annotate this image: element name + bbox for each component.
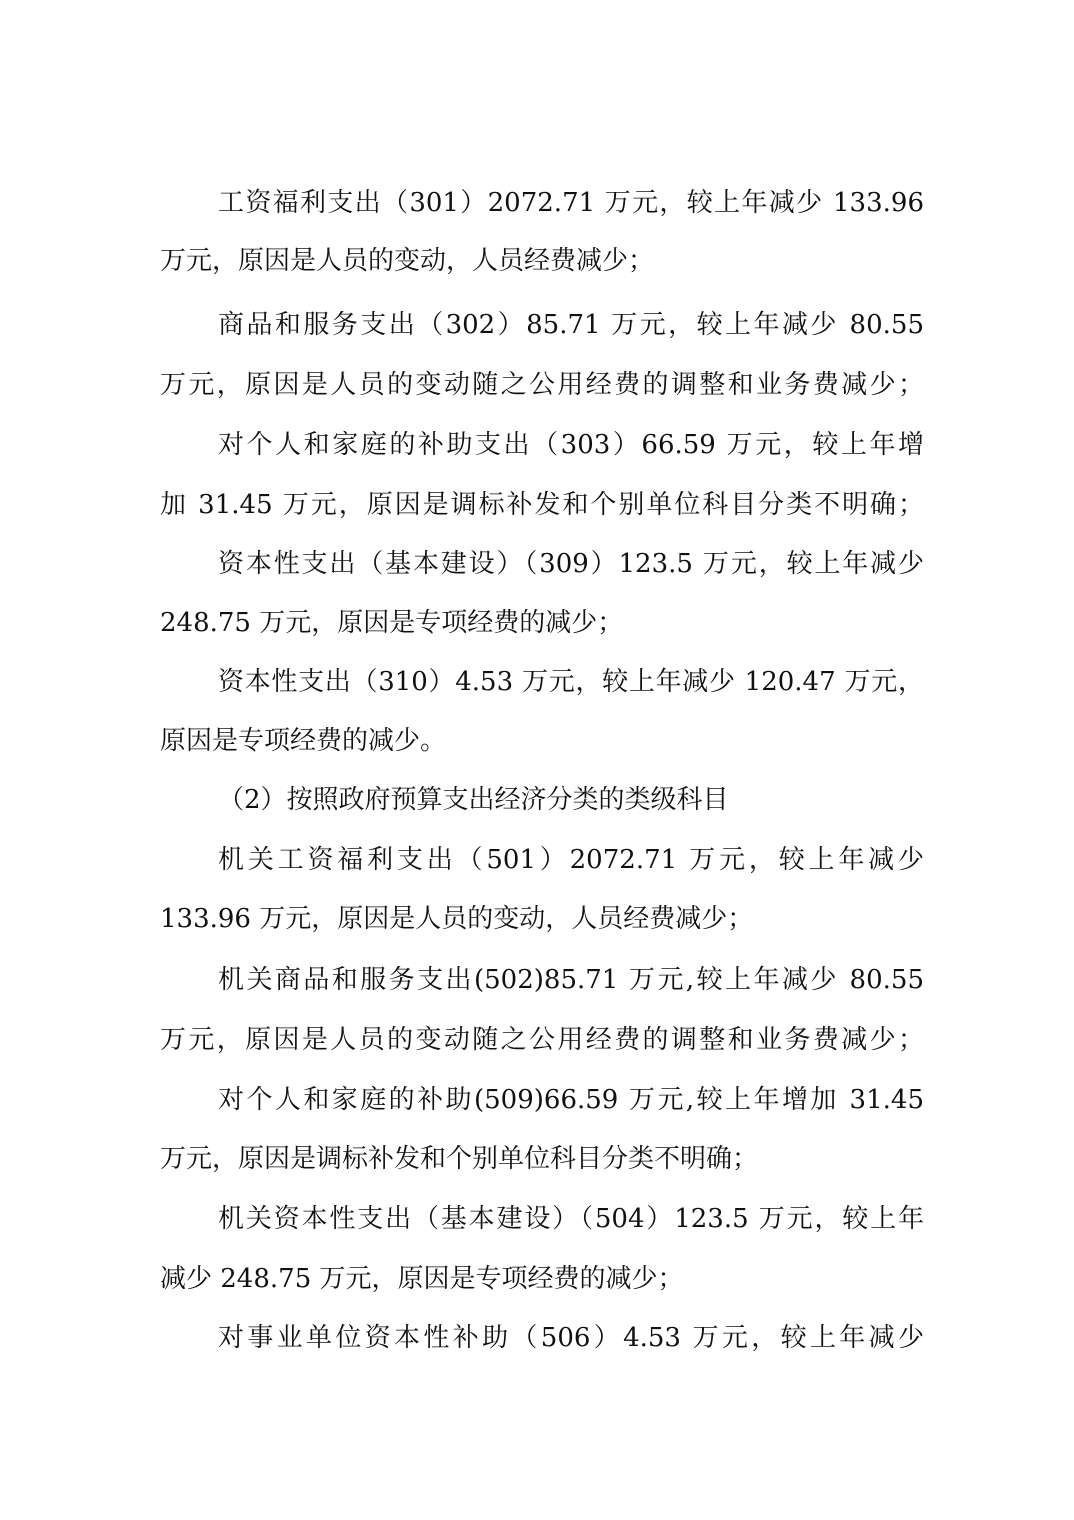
paragraph-line: 对个人和家庭的补助支出（303）66.59 万元，较上年增 (218, 430, 924, 460)
paragraph-line: 资本性支出（基本建设）（309）123.5 万元，较上年减少 (218, 549, 924, 579)
paragraph-line: 原因是专项经费的减少。 (160, 726, 447, 756)
paragraph-line: 对个人和家庭的补助(509)66.59 万元,较上年增加 31.45 (218, 1085, 924, 1115)
paragraph-line: 工资福利支出（301）2072.71 万元，较上年减少 133.96 (218, 188, 924, 218)
paragraph-line: 万元，原因是人员的变动随之公用经费的调整和业务费减少； (160, 1025, 924, 1055)
paragraph-line: 对事业单位资本性补助（506）4.53 万元，较上年减少 (218, 1323, 924, 1353)
paragraph-line: 机关资本性支出（基本建设）（504）123.5 万元，较上年 (218, 1204, 924, 1234)
paragraph-line: 万元，原因是调标补发和个别单位科目分类不明确； (160, 1144, 759, 1174)
paragraph-line: 资本性支出（310）4.53 万元，较上年减少 120.47 万元， (218, 667, 924, 697)
paragraph-line: 减少 248.75 万元，原因是专项经费的减少； (160, 1264, 684, 1294)
paragraph-line: 加 31.45 万元，原因是调标补发和个别单位科目分类不明确； (160, 490, 924, 520)
paragraph-line: 机关工资福利支出（501）2072.71 万元，较上年减少 (218, 845, 924, 875)
paragraph-line: 万元，原因是人员的变动，人员经费减少； (160, 246, 655, 276)
paragraph-line: 商品和服务支出（302）85.71 万元，较上年减少 80.55 (218, 310, 924, 340)
paragraph-line: 248.75 万元，原因是专项经费的减少； (160, 608, 624, 638)
paragraph-line: 133.96 万元，原因是人员的变动，人员经费减少； (160, 904, 754, 934)
paragraph-line: 机关商品和服务支出(502)85.71 万元,较上年减少 80.55 (218, 965, 924, 995)
section-heading: （2）按照政府预算支出经济分类的类级科目 (218, 785, 729, 815)
paragraph-line: 万元，原因是人员的变动随之公用经费的调整和业务费减少； (160, 370, 924, 400)
